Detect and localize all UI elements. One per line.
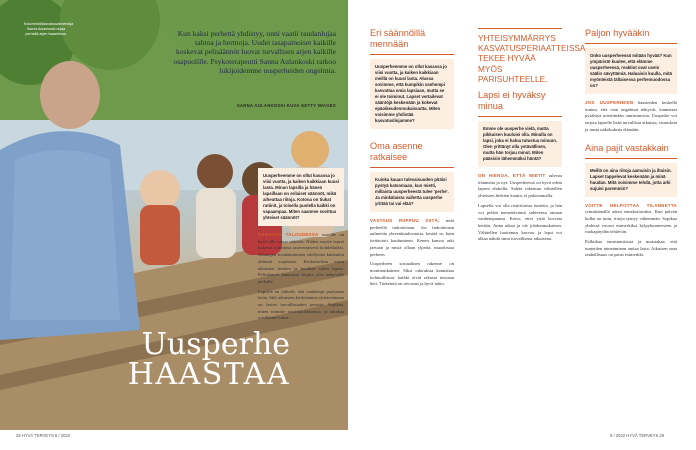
column-4 (585, 28, 677, 262)
paragraph: Uusperheen sosiaalinen rakenne on monimutkainen. Siksi odotuksia kannattaa kohtuullistaa: kaikki eivät rakasta toisiaan heti. Tärkeintä on arvostus ja hyvä tahto. (370, 261, 454, 287)
answer-paragraph: SAMASSA TALOUDESSA asuville on hyvä olla samat säännöt. Niiden myötä lapset kokevat tulevansa tasavertaisesti kohdelluiksi. Sääntöjen noudattaminen edellyttää kuitenkin yhteistä sopimista. Keskustelkaa ensin aikuisten kesken ja kuulkaa sitten lapsia. Pelisäännöt kannattaa kirjata ylös näkyvälle paikalle. (258, 232, 344, 284)
section-heading: Oma asenne ratkaisee (370, 141, 454, 168)
question-box: Uusperheemme on ollut kasassa jo viisi vuotta, ja kaiken kaikkiaan kuusi lasta. Minun lapsilla ja hänen lapsillaan on erilaiset säännöt, mikä aiheuttaa riitoja. Kotona on tiukat rutiinit, ja toisella puolella kaikki on vapaampaa. Miten saamme sovittua yhteiset säännöt? (258, 168, 344, 226)
title-line-1: Uusperhe (141, 327, 290, 362)
question-box: Meillä on aina riitoja aamuisin ja iltaisin. Lapset tappelevat keskenään ja minä huudan. Mitä voisimme tehdä, jotta arki sujuisi paremmin? (585, 163, 677, 197)
column-3 (478, 28, 586, 246)
title-line-2: HAASTAA (127, 357, 290, 392)
article-intro: Kun kaksi perhettä yhdistyy, onni vaatii raudanlujaa tahtoa ja hermoja. Uudet tasapainoiset kaikille koskevat pelisäännöt luovat turvallisen arjen kaikille osapuolille. Psykoterapeutti Sanna Aulankoski ratkoo lukijoidemme uusperheiden ongelmia. (173, 29, 336, 75)
answer-lead: SAMASSA TALOUDESSA (258, 232, 319, 237)
answer-paragraph: ON HIENOA, ETTÄ MIETIT tulevaa tilannetta jo nyt. Uusperheessä on hyvä edetä lapsen ehdoilla. Suhde rakentuu vähitellen yhteisten hetkien kautta, ei pakottamalla. (478, 173, 562, 199)
question-box: Kuinka kauan tulevaisuuden pitäisi pystyä katsomaan, kun mietti, millaista uusperheestä tulee 'perhe'. Ja minkälaista vaihetta uusperhe yrittää tai vai elää? (370, 172, 454, 212)
answer-paragraph: JOS UUSPERHEEN haasteiden keskellä tuntuu, että vain ongelmat näkyvät, kannattaa pysähtyä miettimään onnistumisia. Uusperhe voi tarjota lapselle lisää turvallisia aikuisia, sisaruksia ja uusia näkökulmia elämään. (585, 100, 677, 132)
section-heading: Eri säännöillä mennään (370, 28, 454, 55)
answer-lead: JOS UUSPERHEEN (585, 100, 634, 105)
question-box: Onko uusperheessä mitään hyvää? Kun ympäristö kuulee, että elämme uusperheessä, reaktiot ovat usein säälin sävyttämiä. Haluaisin kuulla, mitä myönteistä tällaisessa perhemuodossa on? (585, 48, 677, 94)
paragraph: Lapsella voi olla ristiriitaisia tunteita, ja hän voi pelätä menettävänsä suhteensa omaan vanhempaansa. Kerro, ettet yritä korvata ketään. Anna aikaa ja ole johdonmukainen. Vähitellen luottamus kasvaa, ja lapsi voi alkaa nähdä sinut turvallisena aikuisena. (478, 202, 562, 242)
folio-right: 5 / 2022 HYVÄ TERVEYS 29 (610, 433, 665, 438)
paragraph: Lapsille on tärkeää, että vanhempi puolustaa heitä. Silti aikuisten keskinäinen yhteisrintama on lasten turvallisuuden perusta. Sopikaa, miten toimitte ristiriitatilanteissa, ja antakaa toisillenne tukea. (258, 288, 344, 321)
answer-lead: VASTAUS RIIPPUU SIITÄ, (370, 218, 440, 223)
answer-paragraph: VOITTE HELPOTTAA TILANNETTA rytmittämällä arkea ennakoitavaksi. Kun päivän kulku on tuttu, riitoja syntyy vähemmän. Sopikaa yhdessä vuorot esimerkiksi kylpyhuoneeseen ja ruokapöydän tehtäviin. (585, 202, 677, 235)
section-heading: Lapsi ei hyväksy minua (478, 90, 562, 117)
byline: SANNA AULANKOSKI KUVA GETTY IMAGES (236, 103, 336, 108)
section-heading: Aina pajit vastakkain (585, 143, 677, 159)
paragraph: Palkitkaa onnistumisista ja muistakaa, että tunteiden nimeäminen auttaa lasta. Aikuisen oma rauhallisuus on paras esimerkki. (585, 239, 677, 258)
column-left-page (258, 168, 344, 325)
article-title (0, 327, 290, 392)
column-2 (370, 28, 454, 291)
question-box: Uusperheemme on ollut kasassa jo viisi vuotta, ja kaiken kaikkiaan meillä on kuusi lasta. Alussa sovimme, että kumpikin vanhempi kasvattaa omia lapsiaan, mutta se ei ole toiminut. Lapset vertailevat sääntöjä keskenään ja kokevat epäoikeudenmukaisuutta. Miten voisimme yhdistää kasvatuslinjamme? (370, 59, 454, 129)
section-heading: Paljon hyvääkin (585, 28, 677, 44)
question-box: Emme ole uusperhe vielä, mutta pikkuisen kuuluisi olla. Minulla on lapsi, joka ei halua tutustua minuun. Olen yrittänyt olla ystävällinen, mutta hän torjuu minut. Miten pääsisin lähemmäksi häntä? (478, 121, 562, 167)
pull-quote: YHTEISYMMÄRRYS KASVATUSPERIAATTEISSA TEKEE HYVÄÄ MYÖS PARISUHTEELLE. (478, 28, 562, 90)
answer-lead: ON HIENOA, ETTÄ MIETIT (478, 173, 546, 179)
answer-lead: VOITTE HELPOTTAA TILANNETTA (585, 202, 677, 208)
folio-left: 28 HYVÄ TERVEYS 5 / 2022 (16, 433, 71, 438)
photo-credit: Kolumnisti/kasvatusvalmentaja Sanna Aulankoski ohjaa perheitä arjen haasteissa. (24, 22, 74, 36)
answer-paragraph: VASTAUS RIIPPUU SIITÄ, mitä perheellä tarkoitetaan. Jos tarkoitetaan aulmeitta yhteenkuuluvuutta, kestää se, kuin tiettävästi kuuluminen. Kenen kanssa arki jaetaan ja mistä ollaan ylpeitä, muodostaa perheen. (370, 218, 454, 257)
